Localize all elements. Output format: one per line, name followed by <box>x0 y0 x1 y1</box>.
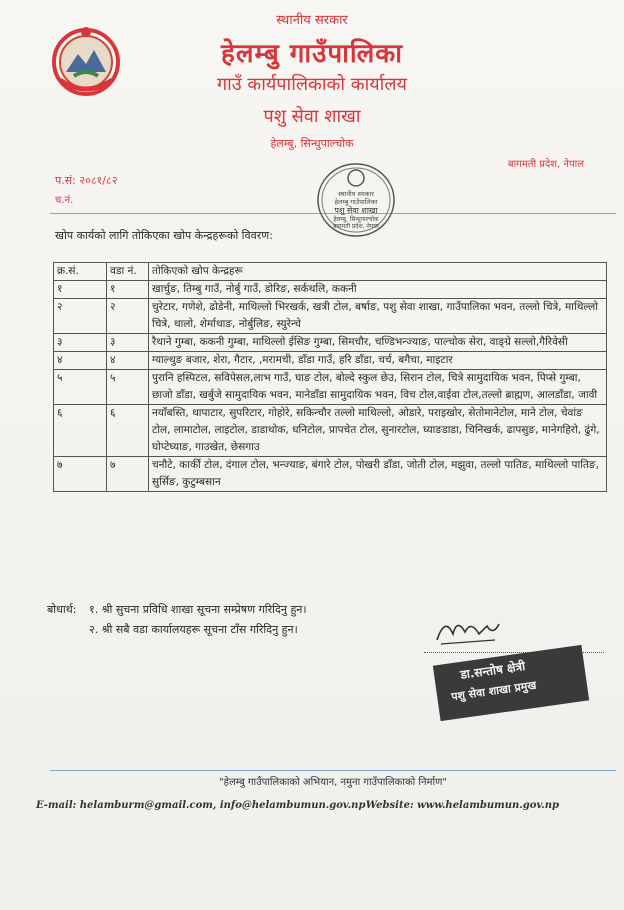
column-header-ward: वडा नं. <box>107 263 149 281</box>
ward-cell: १ <box>107 281 149 299</box>
note-item: १. श्री सुचना प्रविधि शाखा सूचना सम्प्रेषण गरिदिनु हुन। <box>89 603 307 616</box>
serial-cell: ६ <box>54 405 107 457</box>
stamp-line-4: हेलम्बु, सिन्धुपाल्चोक <box>333 216 379 223</box>
province-label: बागमती प्रदेश, नेपाल <box>507 159 584 170</box>
centers-cell: खार्चुङ, तिम्बु गाउँ, नोर्बु गाउँ, डोरिङ, सर्कथलि, ककनी <box>149 281 607 299</box>
subject-line: खोप कार्यको लागि तोकिएका खोप केन्द्रहरूको विवरण: <box>55 229 273 242</box>
table-row <box>54 370 607 405</box>
dispatch-number: च.नं. <box>55 195 74 206</box>
serial-cell: २ <box>54 299 107 334</box>
table-row <box>54 352 607 370</box>
signatory-title: पशु सेवा शाखा प्रमुख <box>450 678 538 704</box>
table-row <box>54 281 607 299</box>
centers-cell: पुरानि हस्पिटल, सविपेसल,लाभ गाउँ, घाङ टोल, बोल्दे स्कुल छेउ, सिरान टोल, चित्रे सामुदायिक भवन, पिप्से गुम्बा, छाजो डाँडा, खर्बुजे सामुदायिक भवन, मानेडाँडा सामुदायिक भवन, विच टोल,वाईवा टोल,तल्लो ब्राह्मण, आलडाँडा, जावी <box>149 370 607 405</box>
signatory-name: डा.सन्तोष क्षेत्री <box>459 658 527 682</box>
table-row <box>54 405 607 457</box>
ward-cell: ४ <box>107 352 149 370</box>
centers-cell: चनौटे, कार्की टोल, दंगाल टोल, भन्ज्याङ, बंगारे टोल, पोखरी डाँडा, जोती टोल, मझुवा, तल्लो पातिङ, माथिल्लो पातिङ, सुर्सिङ, कुटुम्बसान <box>149 457 607 492</box>
serial-cell: १ <box>54 281 107 299</box>
serial-cell: ५ <box>54 370 107 405</box>
table-row <box>54 457 607 492</box>
stamp-line-5: बागमती प्रदेश, नेपाल <box>333 223 379 230</box>
footer-divider <box>50 770 616 771</box>
office-name: हेलम्बु गाउँपालिका <box>221 39 403 69</box>
footer-motto: "हेलम्बु गाउँपालिकाको अभियान, नमुना गाउँपालिकाको निर्माण" <box>219 777 447 788</box>
serial-cell: ३ <box>54 334 107 352</box>
copy-to-notes <box>47 600 307 640</box>
centers-cell: रैथाने गुम्बा, ककनी गुम्बा, माथिल्लो ईसिङ गुम्बा, सिमचौर, चण्डिभन्ज्याङ, पाल्चोक सेरा, वाङ्ग्रे सल्लो,गैरिवेसी <box>149 334 607 352</box>
office-subtitle: गाउँ कार्यपालिकाको कार्यालय <box>217 74 407 95</box>
column-header-serial: क्र.सं. <box>54 263 107 281</box>
signature-icon <box>427 610 507 650</box>
footer-website[interactable]: Website: www.helambumun.gov.np <box>365 800 559 811</box>
column-header-centers: तोकिएको खोप केन्द्रहरू <box>149 263 607 281</box>
centers-cell: चुरेटार, गणेशे, ढोडेनी, माथिल्लो भिरखर्क, खत्री टोल, बर्षाङ, पशु सेवा शाखा, गाउँपालिका भवन, तल्लो चित्रे, माथिल्लो चित्रे, थालो, शेर्माथाङ, नोर्बुलिङ, स्युरेन्चे <box>149 299 607 334</box>
ward-cell: ३ <box>107 334 149 352</box>
serial-cell: ७ <box>54 457 107 492</box>
stamp-line-3: पशु सेवा शाखा <box>334 206 378 215</box>
stamp-line-1: स्थानीय सरकार <box>338 190 374 198</box>
centers-cell: ग्याल्थुङ बजार, शेरा, गैटार, ,मरामची, डाँडा गाउँ, हरि डाँडा, चर्च, बगैचा, माइटार <box>149 352 607 370</box>
table-row <box>54 299 607 334</box>
local-government-label: स्थानीय सरकार <box>276 13 348 28</box>
section-name: पशु सेवा शाखा <box>263 106 361 127</box>
centers-cell: नयाँबस्ति, थापाटार, सुपरिटार, गोहोरे, सकिन्चौर तल्लो माथिल्लो, ओडारे, पराइखोर, सेतोमानेटोल, माने टोल, चेवांङ टोल, लामाटोल, लाइटोल, डाडाथोक, धनिटोल, प्रापचेत टोल, सुनारटोल, घ्याङडाडा, चिनिखर्क, ढापसुङ, मानेगहिरो, ढुंगे, घोप्टेघ्याङ, गाउखेत, छेसगाउ <box>149 405 607 457</box>
notes-lead: बोधार्थ: <box>47 603 77 616</box>
reference-number: प.सं: २०८१/८२ <box>55 174 118 187</box>
note-item: २. श्री सबै वडा कार्यालयहरू सूचना टाँस गरिदिनु हुन। <box>89 623 298 636</box>
signatory-stamp <box>433 645 589 721</box>
stamp-line-2: हेलम्बु गाउँपालिका <box>334 198 378 206</box>
office-address: हेलम्बु, सिन्धुपाल्चोक <box>270 137 354 150</box>
ward-cell: ६ <box>107 405 149 457</box>
footer-email[interactable]: E-mail: helamburm@gmail.com, info@helambumun.gov.np <box>36 800 366 811</box>
table-row <box>54 334 607 352</box>
ward-cell: २ <box>107 299 149 334</box>
table-header-row <box>54 263 607 281</box>
office-stamp-icon <box>316 160 396 240</box>
ward-cell: ५ <box>107 370 149 405</box>
ward-cell: ७ <box>107 457 149 492</box>
vaccination-centers-table <box>53 262 607 492</box>
serial-cell: ४ <box>54 352 107 370</box>
